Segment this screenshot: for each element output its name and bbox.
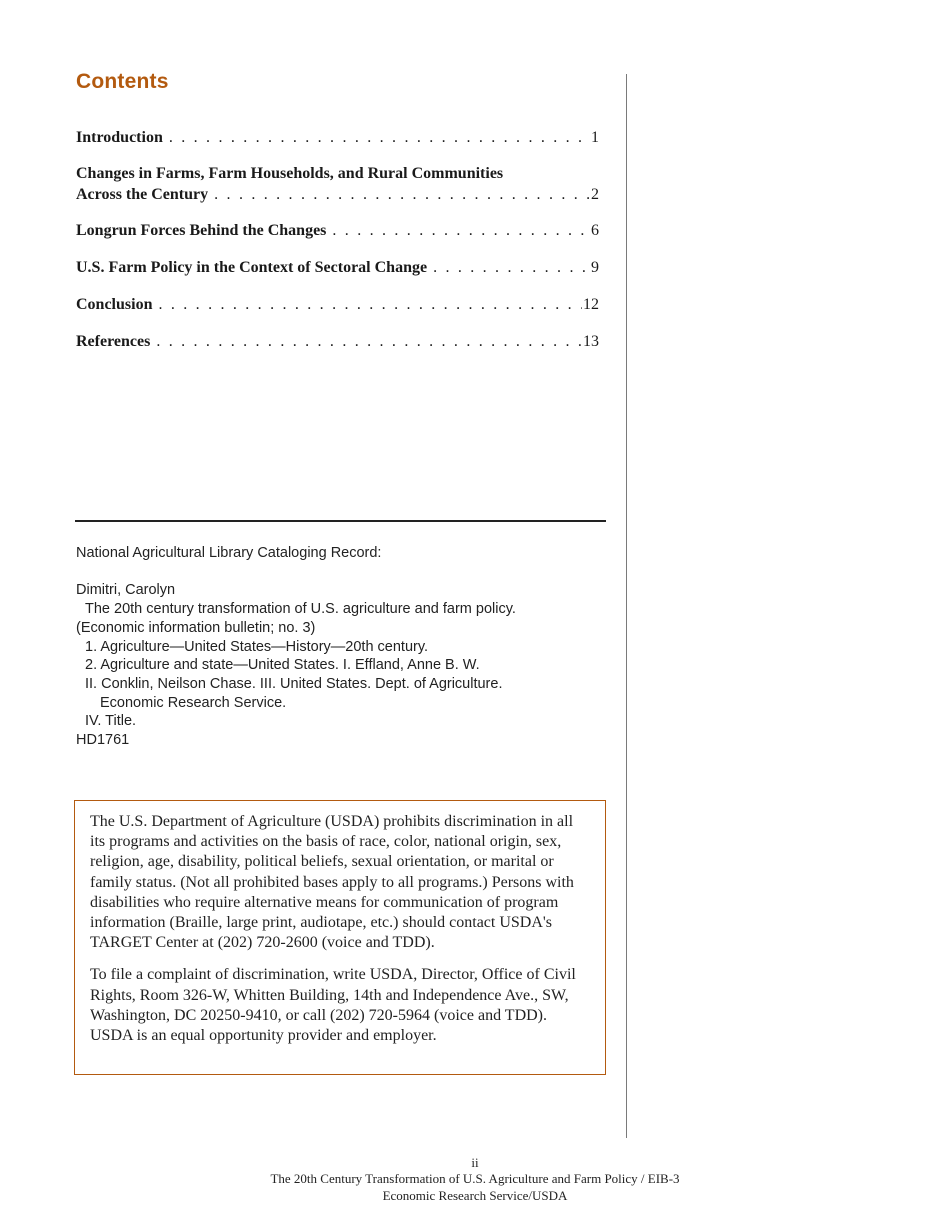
- catalog-line: Economic Research Service.: [100, 694, 287, 711]
- toc-leader-dots: [214, 184, 590, 205]
- footer-agency: Economic Research Service/USDA: [382, 1188, 568, 1203]
- catalog-line: Dimitri, Carolyn: [76, 582, 176, 599]
- toc-page-number: 2: [591, 186, 599, 203]
- catalog-line: 1. Agriculture—United States—History—20th century.: [85, 638, 429, 655]
- toc-entry-farm-policy[interactable]: [76, 257, 599, 278]
- catalog-heading: National Agricultural Library Cataloging Record:: [76, 545, 382, 561]
- toc-leader-dots: [158, 294, 582, 315]
- toc-entry-references[interactable]: [76, 331, 599, 352]
- toc-entry-changes[interactable]: [76, 163, 599, 205]
- toc-page-number: 13: [583, 333, 599, 350]
- toc-entry-conclusion[interactable]: [76, 294, 599, 315]
- toc-entry-label: Across the Century: [76, 186, 209, 203]
- toc-page-number: 1: [591, 129, 599, 146]
- page-number: ii: [471, 1155, 479, 1170]
- cataloging-record: [76, 544, 516, 750]
- section-divider: [75, 520, 606, 522]
- toc-entry-introduction[interactable]: [76, 127, 599, 148]
- notice-paragraph: To file a complaint of discrimination, write USDA, Director, Office of Civil Rights, Room 326-W, Whitten Building, 14th and Independence Ave., SW, Washington, DC 20250-9410, or call (202) 720-5964 (voice and TDD). USDA is an equal opportunity provider and employer.: [90, 966, 576, 1045]
- catalog-line: IV. Title.: [85, 713, 137, 730]
- toc-leader-dots: [156, 331, 582, 352]
- catalog-line: (Economic information bulletin; no. 3): [76, 619, 316, 636]
- toc-entry-label: Longrun Forces Behind the Changes: [76, 222, 327, 239]
- notice-paragraph: The U.S. Department of Agriculture (USDA) prohibits discrimination in all its programs and activities on the basis of race, color, national origin, sex, religion, age, disability, political beliefs, sexual orientation, or marital or family status. (Not all prohibited bases apply to all programs.) Persons with disabilities who require alternative means for communication of program information (Braille, large print, audiotape, etc.) should contact USDA's TARGET Center at (202) 720-2600 (voice and TDD).: [90, 813, 574, 952]
- toc-entry-label: References: [76, 333, 151, 350]
- toc-entry-label-line1: Changes in Farms, Farm Households, and Rural Communities: [76, 165, 504, 182]
- catalog-line: II. Conklin, Neilson Chase. III. United States. Dept. of Agriculture.: [85, 675, 503, 692]
- catalog-line: 2. Agriculture and state—United States. I. Effland, Anne B. W.: [85, 657, 480, 674]
- catalog-line: The 20th century transformation of U.S. agriculture and farm policy.: [85, 601, 516, 618]
- toc-leader-dots: [332, 220, 590, 241]
- toc-leader-dots: [169, 127, 590, 148]
- catalog-line: HD1761: [76, 732, 130, 749]
- toc-entry-longrun-forces[interactable]: [76, 220, 599, 241]
- toc-entry-label: Conclusion: [76, 296, 153, 313]
- toc-entry-label: Introduction: [76, 129, 163, 146]
- nondiscrimination-notice: [74, 800, 606, 1075]
- column-divider: [626, 74, 627, 1138]
- toc-page-number: 12: [583, 296, 599, 313]
- toc-page-number: 6: [591, 222, 599, 239]
- contents-heading: Contents: [76, 70, 169, 93]
- toc-entry-label: U.S. Farm Policy in the Context of Sectoral Change: [76, 259, 428, 276]
- footer-publication-title: The 20th Century Transformation of U.S. Agriculture and Farm Policy / EIB-3: [270, 1171, 680, 1186]
- toc-leader-dots: [433, 257, 590, 278]
- toc-page-number: 9: [591, 259, 599, 276]
